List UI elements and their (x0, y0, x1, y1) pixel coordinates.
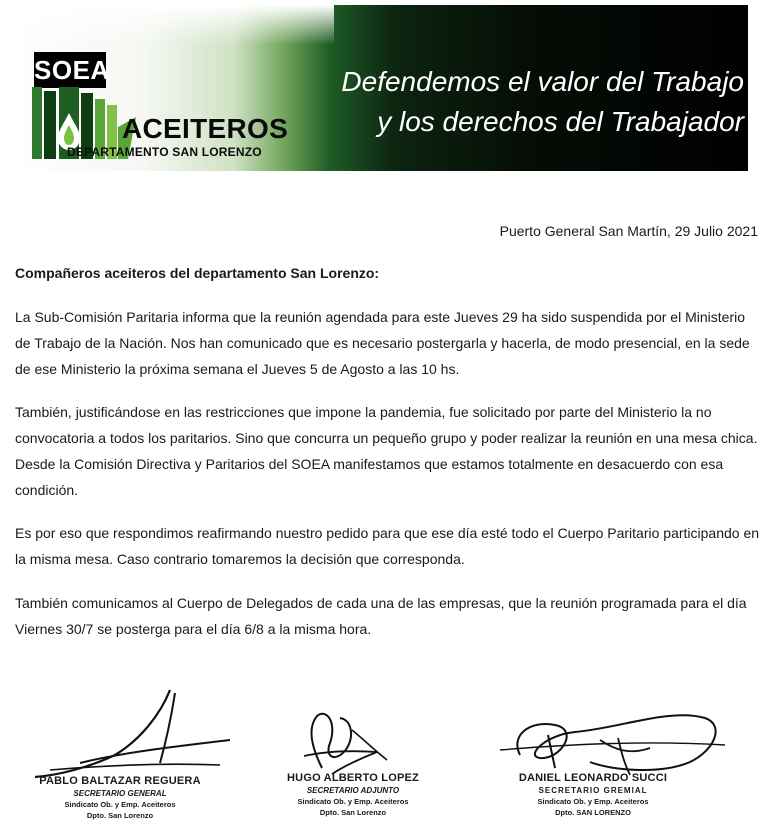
signer-dept: Dpto. SAN LORENZO (555, 808, 631, 817)
signature-block-2 (268, 772, 438, 817)
signer-role: SECRETARIO GREMIAL (538, 786, 648, 795)
header-banner (14, 5, 748, 171)
logo-soea-box: SOEA (34, 52, 106, 88)
signer-role: SECRETARIO GENERAL (73, 789, 167, 798)
signer-name: DANIEL LEONARDO SUCCI (518, 772, 668, 784)
signature-block-1 (30, 775, 210, 820)
slogan-line-2: y los derechos del Trabajador (377, 106, 744, 137)
slogan (304, 62, 744, 142)
signature-scribble-2 (292, 708, 402, 778)
signer-org: Sindicato Ob. y Emp. Aceiteros (537, 797, 649, 806)
signer-dept: Dpto. San Lorenzo (319, 808, 387, 817)
department-name: DEPARTAMENTO SAN LORENZO (67, 145, 262, 159)
signer-role: SECRETARIO ADJUNTO (306, 786, 400, 795)
paragraph-1: La Sub-Comisión Paritaria informa que la reunión agendada para este Jueves 29 ha sido suspendida por el Ministerio de Trabajo de la Nación. Nos han comunicado que es necesario postergarla y hacerla, de modo presencial, en la sede de ese Ministerio la próxima semana el Jueves 5 de Agosto a las 10 hs. (15, 309, 750, 377)
paragraph-3: Es por eso que respondimos reafirmando nuestro pedido para que ese día esté todo el Cuerpo Paritario participando en la misma mesa. Caso contrario tomaremos la decisión que corresponda. (15, 525, 760, 567)
letter-greeting: Compañeros aceiteros del departamento San Lorenzo: (15, 265, 380, 281)
signer-name: PABLO BALTAZAR REGUERA (39, 775, 201, 787)
signer-name: HUGO ALBERTO LOPEZ (287, 772, 419, 784)
letter-date: Puerto General San Martín, 29 Julio 2021 (499, 223, 758, 239)
brand-name: ACEITEROS (122, 113, 289, 144)
paragraph-4: También comunicamos al Cuerpo de Delegados de cada una de las empresas, que la reunión programada para el día Viernes 30/7 se posterga para el día 6/8 a la misma hora. (15, 595, 747, 637)
slogan-line-1: Defendemos el valor del Trabajo (341, 66, 744, 97)
signature-scribble-1 (20, 685, 240, 780)
signer-dept: Dpto. San Lorenzo (86, 811, 154, 820)
banner-fade (14, 5, 334, 45)
signature-block-3 (503, 772, 683, 817)
signer-org: Sindicato Ob. y Emp. Aceiteros (297, 797, 409, 806)
paragraph-2: También, justificándose en las restricciones que impone la pandemia, fue solicitado por parte del Ministerio la no convocatoria a todos los paritarios. Sino que concurra un pequeño grupo y poder realizar la reunión en una mesa chica. Desde la Comisión Directiva y Paritarios del SOEA manifestamos que estamos totalmente en desacuerdo con esa condición. (15, 404, 758, 498)
signer-org: Sindicato Ob. y Emp. Aceiteros (64, 800, 176, 809)
